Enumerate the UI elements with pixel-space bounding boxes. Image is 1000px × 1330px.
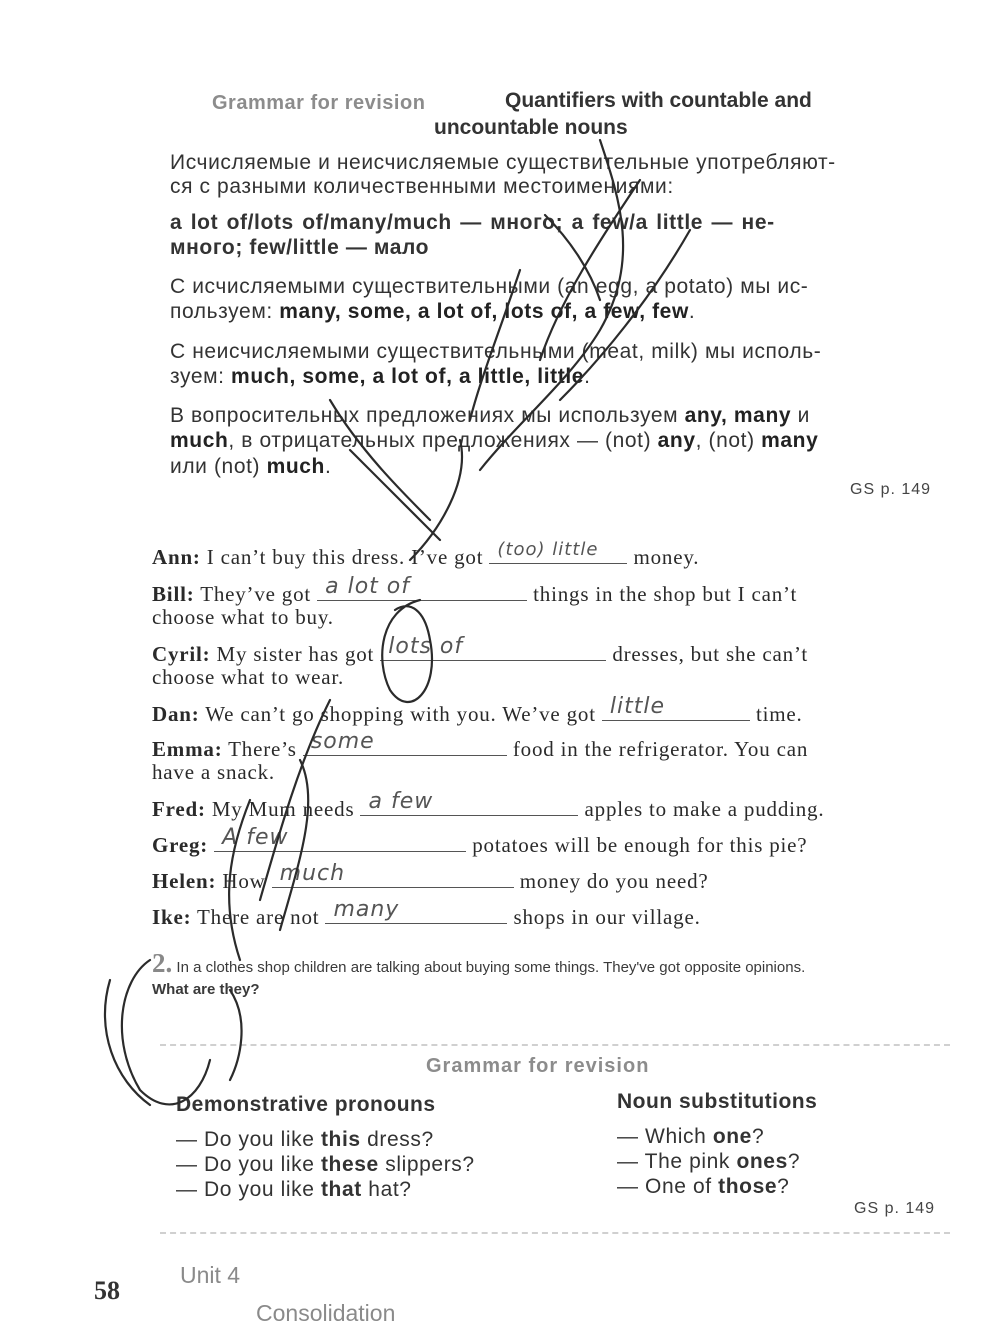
speaker-name: Fred:: [152, 797, 206, 821]
rule-p4-text: зуем:: [170, 365, 232, 388]
rule-p5-text4: , (not): [695, 429, 762, 452]
sentence-end: time.: [755, 702, 803, 726]
demonstrative-example-1: [176, 1127, 434, 1152]
example-text: — Do you like: [176, 1153, 321, 1176]
rule-p5-text1: В вопросительных предложениях мы используем: [170, 404, 685, 427]
substitution-example-2: [617, 1149, 800, 1174]
sentence-end: things in the shop but I can’t: [533, 582, 798, 606]
grammar-reference: GS p. 149: [850, 481, 932, 498]
substitution-example-1: [617, 1124, 764, 1149]
rule-p2-line1: a lot of/lots of/many/much — много; a few/a little — не-: [170, 211, 775, 234]
example-text: — Do you like: [176, 1178, 321, 1201]
rule-p4-line1: С неисчисляемыми существительными (meat, milk) мы исполь-: [170, 340, 822, 363]
handwritten-answer: some: [310, 729, 375, 754]
sentence-start: How: [222, 869, 266, 893]
speaker-name: Bill:: [152, 582, 195, 606]
task-number: 2.: [152, 948, 173, 978]
section-label: Grammar for revision: [212, 92, 426, 114]
rule-p2-line2: много; few/little — мало: [170, 236, 430, 259]
rule-p5-bold2: much: [170, 429, 229, 452]
example-keyword: this: [320, 1128, 361, 1151]
sentence-end: money do you need?: [519, 869, 709, 893]
sentence-start: My Mum needs: [211, 797, 355, 821]
rule-p4-line2: [170, 365, 591, 389]
speaker-name: Cyril:: [152, 642, 211, 666]
exercise-line-cyril: [152, 634, 808, 667]
dashed-divider-bottom: [160, 1232, 950, 1234]
exercise-line-greg: [152, 825, 808, 858]
unit-label: Unit 4: [180, 1262, 241, 1288]
sentence-end: food in the refrigerator. You can: [512, 737, 809, 761]
example-text-end: ?: [751, 1125, 765, 1148]
rule-p5-line3: [170, 455, 331, 479]
sentence-start: They’ve got: [200, 582, 312, 606]
sentence-end: apples to make a pudding.: [584, 797, 825, 821]
rule-p3-line2: [170, 300, 695, 324]
example-keyword: these: [320, 1153, 379, 1176]
rule-p5-bold3: any: [657, 429, 696, 452]
answer-blank[interactable]: [214, 825, 466, 852]
sentence-end: shops in our village.: [513, 905, 701, 929]
exercise-line-bill: [152, 574, 798, 607]
example-keyword: that: [320, 1178, 362, 1201]
handwritten-answer: little: [609, 694, 666, 719]
answer-blank[interactable]: [317, 574, 527, 601]
handwritten-answer: A few: [222, 825, 289, 850]
answer-blank[interactable]: [380, 634, 606, 661]
example-keyword: those: [718, 1175, 778, 1198]
sentence-end: potatoes will be enough for this pie?: [472, 833, 808, 857]
example-keyword: ones: [736, 1150, 788, 1173]
rule-p5-line2: [170, 429, 818, 453]
section-label-footer: Consolidation: [256, 1300, 396, 1326]
speaker-name: Emma:: [152, 737, 223, 761]
example-text-end: ?: [777, 1175, 790, 1198]
sentence-end: dresses, but she can’t: [612, 642, 808, 666]
substitution-example-3: [617, 1174, 789, 1199]
exercise-line-fred: [152, 789, 825, 822]
handwritten-answer: lots of: [388, 634, 464, 659]
rule-p5-bold1: any, many: [684, 404, 792, 427]
handwritten-answer: many: [333, 897, 400, 922]
column-heading-substitutions: Noun substitutions: [617, 1090, 818, 1113]
handwritten-answer: a few: [368, 789, 434, 814]
answer-blank[interactable]: [325, 897, 507, 924]
grammar-reference-2: GS p. 149: [854, 1200, 936, 1217]
speaker-name: Ann:: [152, 545, 201, 569]
answer-blank[interactable]: [272, 861, 514, 888]
exercise-line-ike: [152, 897, 701, 930]
example-text: — Do you like: [176, 1128, 321, 1151]
grammar-box-label: Grammar for revision: [426, 1055, 650, 1077]
task-2: [152, 948, 972, 1001]
rule-p5-text3: , в отрицательных предложениях — (not): [228, 429, 658, 452]
exercise-line-dan: [152, 694, 803, 727]
sentence-start: There’s: [228, 737, 297, 761]
demonstrative-example-2: [176, 1152, 475, 1177]
rule-p3-text: пользуем:: [170, 300, 280, 323]
rule-p5-bold4: many: [761, 429, 819, 452]
sentence-start: My sister has got: [216, 642, 375, 666]
rule-p5-end: .: [324, 455, 332, 478]
rule-p4-bold: much, some, a lot of, a little, little: [231, 365, 585, 388]
rule-p5-text2: и: [791, 404, 810, 427]
answer-blank[interactable]: [303, 729, 507, 756]
exercise-line-emma-cont: have a snack.: [152, 760, 275, 784]
example-text: — The pink: [617, 1150, 737, 1173]
example-text-end: ?: [787, 1150, 801, 1173]
dashed-divider-top: [160, 1044, 950, 1046]
rule-p5-line1: [170, 404, 810, 428]
exercise-line-bill-cont: choose what to buy.: [152, 605, 334, 629]
task-question: What are they?: [152, 981, 260, 998]
section-title-line1: Quantifiers with countable and: [505, 89, 812, 112]
example-text-end: slippers?: [378, 1153, 475, 1176]
rule-p5-bold5: much: [266, 455, 325, 478]
exercise-line-cyril-cont: choose what to wear.: [152, 665, 345, 689]
demonstrative-example-3: [176, 1177, 412, 1202]
section-title-line2: uncountable nouns: [434, 116, 628, 139]
page-number: 58: [94, 1276, 120, 1305]
rule-p1-line1: Исчисляемые и неисчисляемые существительные употребляют-: [170, 151, 836, 174]
rule-p3-line1: С исчисляемыми существительными (an egg, a potato) мы ис-: [170, 275, 809, 298]
example-text-end: dress?: [360, 1128, 434, 1151]
speaker-name: Helen:: [152, 869, 217, 893]
handwritten-answer: a lot of: [325, 574, 410, 599]
example-text-end: hat?: [361, 1178, 412, 1201]
rule-p1-line2: ся с разными количественными местоимениями:: [170, 175, 674, 198]
rule-p3-bold: many, some, a lot of, lots of, a few, few: [279, 300, 689, 323]
speaker-name: Ike:: [152, 905, 192, 929]
example-text: — Which: [617, 1125, 713, 1148]
speaker-name: Dan:: [152, 702, 200, 726]
exercise-line-ann: [152, 541, 699, 570]
speaker-name: Greg:: [152, 833, 209, 857]
example-text: — One of: [617, 1175, 719, 1198]
answer-blank[interactable]: [489, 541, 627, 564]
answer-blank[interactable]: [360, 789, 578, 816]
column-heading-demonstrative: Demonstrative pronouns: [176, 1093, 436, 1116]
rule-p3-end: .: [688, 300, 696, 323]
exercise-line-emma: [152, 729, 809, 762]
handwritten-answer: (too) little: [497, 539, 599, 560]
sentence-end: money.: [633, 545, 700, 569]
handwritten-answer: much: [279, 861, 346, 886]
task-instruction: In a clothes shop children are talking about buying some things. They've got opposite opinions.: [176, 959, 806, 976]
example-keyword: one: [712, 1125, 752, 1148]
rule-p5-text5: или (not): [170, 455, 267, 478]
answer-blank[interactable]: [602, 694, 750, 721]
rule-p4-end: .: [584, 365, 591, 388]
sentence-start: There are not: [197, 905, 320, 929]
exercise-line-helen: [152, 861, 709, 894]
sentence-start: I can’t buy this dress. I’ve got: [206, 545, 484, 569]
sentence-start: We can’t go shopping with you. We’ve got: [205, 702, 596, 726]
